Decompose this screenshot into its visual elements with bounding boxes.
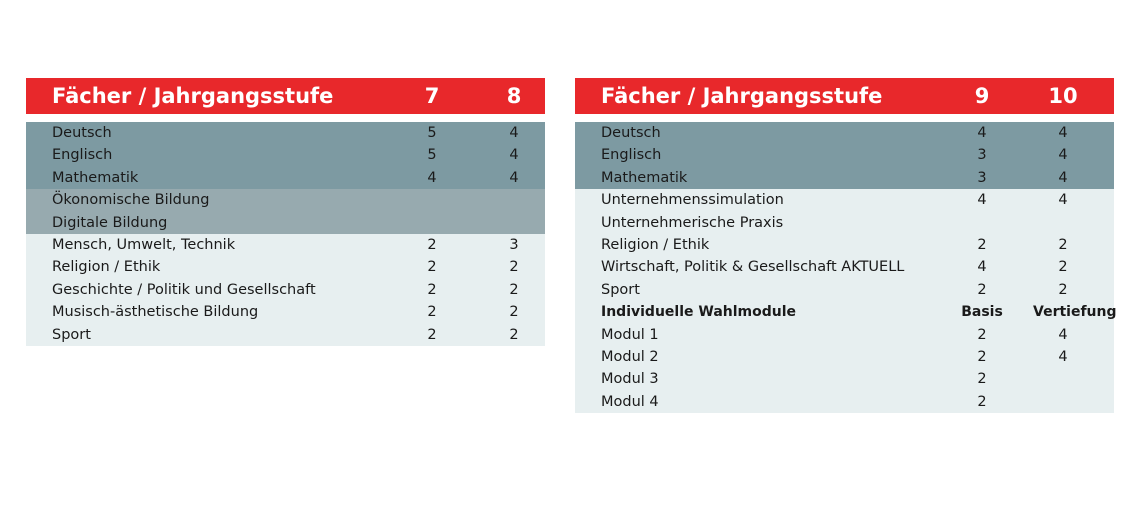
module-name: Modul 3 [601,371,659,388]
hours-vertiefung: 4 [1058,348,1068,365]
hours-grade-9: 4 [977,125,987,141]
hours-grade-7: 5 [427,125,437,141]
hours-grade-7: 2 [427,236,437,253]
elective-modules-label: Individuelle Wahlmodule [601,304,797,321]
hours-grade-8: 2 [509,259,519,276]
table-row [575,234,1114,256]
module-name: Modul 2 [601,348,659,365]
subject-name: Mathematik [601,169,688,186]
subject-name: Religion / Ethik [601,236,710,253]
hours-grade-8: 2 [509,281,519,298]
hours-grade-9: 4 [977,192,987,209]
table-header [26,78,545,114]
hours-grade-10: 4 [1058,125,1068,141]
module-name: Modul 4 [601,393,659,410]
header-title: Fächer / Jahrgangsstufe [52,84,334,108]
hours-grade-9: 4 [977,259,987,276]
core-subjects-group [26,122,545,189]
hours-grade-10: 4 [1058,169,1068,186]
module-name: Modul 1 [601,326,659,343]
elective-modules-header-row [575,301,1117,323]
subject-name: Geschichte / Politik und Gesellschaft [52,281,316,298]
hours-grade-9: 3 [977,147,987,164]
hours-grade-9: 3 [977,169,987,186]
hours-grade-10: 2 [1058,236,1068,253]
header-col-grade-9: 9 [974,84,990,108]
table-row [26,234,545,256]
table-row [26,212,545,234]
subject-name: Digitale Bildung [52,214,168,231]
subject-name: Religion / Ethik [52,259,161,276]
subject-name: Englisch [601,147,662,164]
hours-basis: 2 [977,326,987,343]
subject-name: Unternehmerische Praxis [601,214,784,231]
hours-basis: 2 [977,348,987,365]
table-row [575,324,1114,346]
subject-name: Deutsch [601,125,661,141]
vertiefung-column-label: Vertiefung [1033,304,1117,321]
hours-vertiefung: 4 [1058,326,1068,343]
profile-subjects-group [26,189,545,234]
table-row [575,122,1114,144]
basis-column-label: Basis [961,304,1003,321]
hours-grade-8: 2 [509,304,519,321]
table-grades-9-10 [575,78,1117,413]
table-row [575,368,1114,390]
table-row [575,346,1114,368]
hours-grade-8: 4 [509,169,519,186]
hours-grade-9: 2 [977,281,987,298]
header-col-grade-10: 10 [1048,84,1078,108]
subject-name: Deutsch [52,125,112,141]
hours-grade-7: 2 [427,259,437,276]
table-row [26,279,545,301]
table-row [575,212,1114,234]
hours-grade-10: 4 [1058,192,1068,209]
table-row [575,144,1114,166]
other-subjects-group [575,189,1117,413]
table-grades-7-8 [26,78,545,346]
hours-grade-8: 2 [509,326,519,343]
subject-name: Sport [601,281,640,298]
table-row [26,324,545,346]
table-row [575,189,1114,211]
hours-grade-7: 2 [427,304,437,321]
other-subjects-group [26,234,545,346]
hours-grade-8: 4 [509,147,519,164]
header-col-grade-8: 8 [506,84,522,108]
table-row [26,144,545,166]
hours-basis: 2 [977,393,987,410]
table-row [26,122,545,144]
hours-grade-7: 4 [427,169,437,186]
table-row [575,167,1114,189]
hours-grade-10: 2 [1058,281,1068,298]
header-gap [26,114,545,122]
subject-name: Mathematik [52,169,139,186]
hours-grade-7: 2 [427,326,437,343]
table-row [26,167,545,189]
hours-grade-7: 5 [427,147,437,164]
subject-name: Ökonomische Bildung [52,192,210,209]
hours-grade-9: 2 [977,236,987,253]
header-title: Fächer / Jahrgangsstufe [601,84,883,108]
hours-grade-8: 3 [509,236,519,253]
hours-grade-7: 2 [427,281,437,298]
table-row [575,256,1114,278]
subject-name: Englisch [52,147,113,164]
subject-name: Musisch-ästhetische Bildung [52,304,259,321]
subject-name: Unternehmenssimulation [601,192,784,209]
core-subjects-group [575,122,1114,189]
hours-grade-10: 2 [1058,259,1068,276]
table-row [26,189,545,211]
table-row [575,279,1114,301]
subject-name: Wirtschaft, Politik & Gesellschaft AKTUELL [601,259,905,276]
hours-grade-10: 4 [1058,147,1068,164]
hours-basis: 2 [977,371,987,388]
table-row [575,391,1114,413]
header-col-grade-7: 7 [424,84,440,108]
subject-name: Mensch, Umwelt, Technik [52,236,236,253]
subject-name: Sport [52,326,91,343]
table-row [26,301,545,323]
hours-grade-8: 4 [509,125,519,141]
table-row [26,256,545,278]
header-gap [575,114,1114,122]
table-header [575,78,1114,114]
